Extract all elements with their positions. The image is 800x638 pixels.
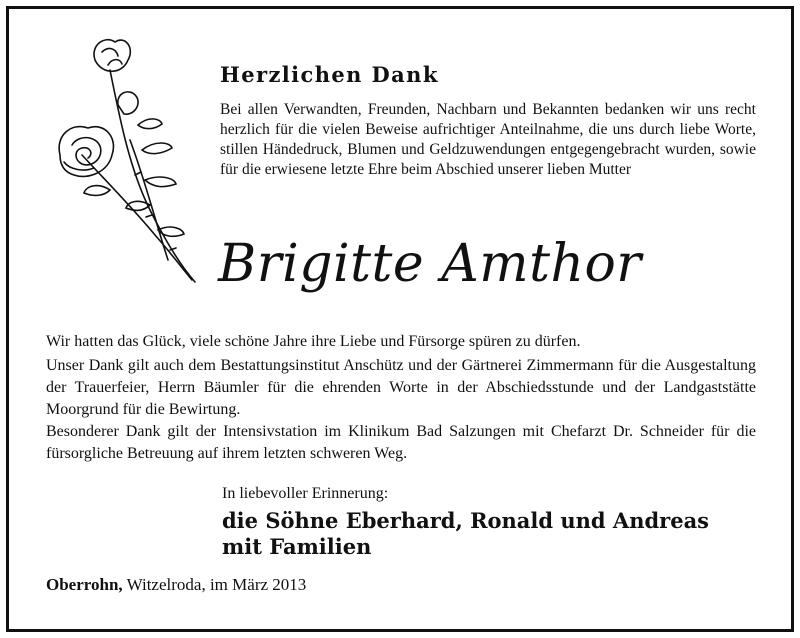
signature-line-2: mit Familien [222, 534, 372, 559]
intro-text: Bei allen Verwandten, Freunden, Nachbarn und Bekannten bedanken wir uns recht herzlich für die vielen Beweise aufrichtiger Anteilnahme, die uns durch liebe Worte, stillen Händedruck, Blumen und Geldzuwendungen entgegengebracht wurden, sowie für die erwiesene letzte Ehre beim Abschied unserer lieben Mutter [220, 101, 756, 178]
paragraph-gratitude: Wir hatten das Glück, viele schöne Jahre ihre Liebe und Fürsorge spüren zu dürfen. [46, 333, 581, 350]
remembrance-line: In liebevoller Erinnerung: [222, 485, 389, 502]
heading: Herzlichen Dank [220, 62, 439, 87]
paragraph-thanks-funeral: Unser Dank gilt auch dem Bestattungsinstitut Anschütz und der Gärtnerei Zimmermann für die Ausgestaltung der Trauerfeier, Herrn Bäumler für die ehrenden Worte in der Abschiedsstunde und der Landgaststätte Moorgrund für die Bewirtung. [46, 357, 756, 418]
rose-icon [50, 30, 200, 285]
place-date [46, 575, 306, 595]
signature-line-1: die Söhne Eberhard, Ronald und Andreas [222, 508, 710, 533]
place-bold: Oberrohn, [46, 575, 123, 594]
deceased-name: Brigitte Amthor [218, 234, 642, 294]
paragraph-thanks-clinic: Besonderer Dank gilt der Intensivstation im Klinikum Bad Salzungen mit Chefarzt Dr. Schneider für die fürsorgliche Betreuung auf ihrem letzten schweren Weg. [46, 423, 756, 462]
place-rest: Witzelroda, im März 2013 [126, 575, 307, 594]
signature [222, 508, 709, 560]
